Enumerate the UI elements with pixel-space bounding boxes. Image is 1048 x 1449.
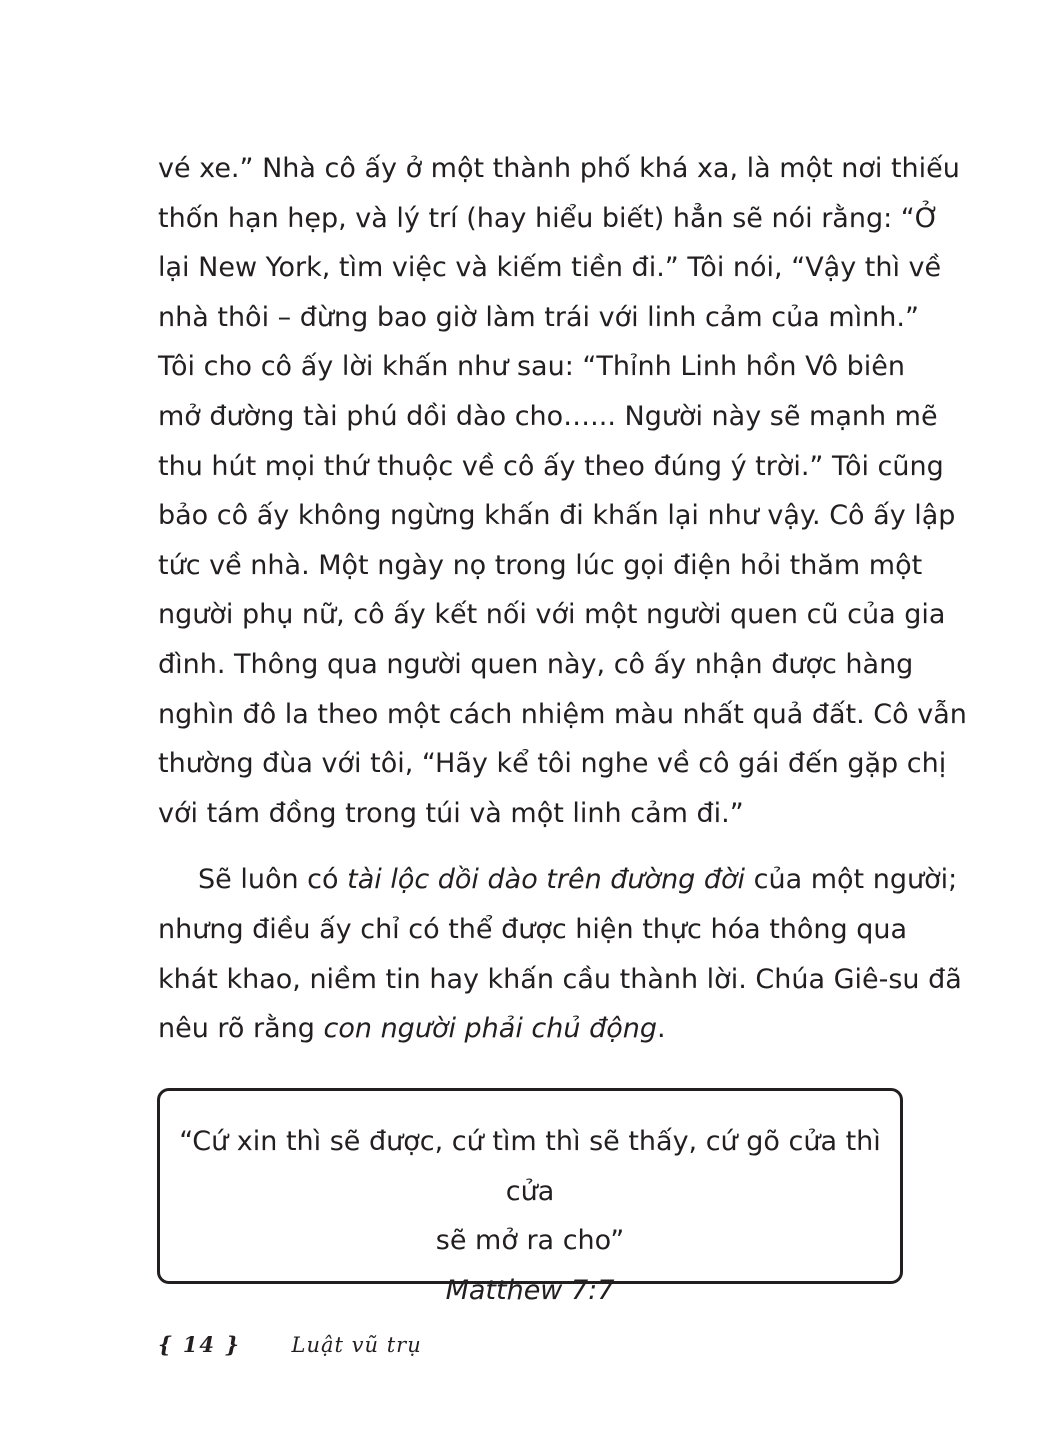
text-line: Tôi cho cô ấy lời khấn như sau: “Thỉnh Linh hồn Vô biên bbox=[158, 351, 905, 383]
text-line: vé xe.” Nhà cô ấy ở một thành phố khá xa, là một nơi thiếu bbox=[158, 153, 960, 184]
emphasis-text: tài lộc dồi dào trên đường đời bbox=[347, 864, 746, 896]
quote-box bbox=[157, 1088, 903, 1306]
text-line: đình. Thông qua người quen này, cô ấy nhận được hàng bbox=[158, 648, 914, 680]
text-line: thốn hạn hẹp, và lý trí (hay hiểu biết) hẳn sẽ nói rằng: “Ở bbox=[158, 202, 940, 234]
text-run: Sẽ luôn có bbox=[198, 864, 348, 896]
text-line: người phụ nữ, cô ấy kết nối với một người quen cũ của gia bbox=[158, 599, 946, 631]
paragraph-1 bbox=[158, 144, 967, 838]
text-line: tức về nhà. Một ngày nọ trong lúc gọi điện hỏi thăm một bbox=[158, 549, 923, 581]
text-line bbox=[158, 1004, 905, 1054]
text-line: nhà thôi – đừng bao giờ làm trái với linh cảm của mình.” bbox=[158, 301, 919, 333]
text-run: nêu rõ rằng bbox=[158, 1013, 324, 1045]
page-number: { 14 } bbox=[158, 1332, 241, 1357]
text-line: với tám đồng trong túi và một linh cảm đi.” bbox=[158, 797, 744, 829]
quote-line: sẽ mở ra cho” bbox=[435, 1225, 625, 1257]
text-line: khát khao, niềm tin hay khấn cầu thành lời. Chúa Giê-su đã bbox=[158, 963, 962, 995]
quote-text bbox=[160, 1117, 900, 1315]
text-line: thường đùa với tôi, “Hãy kể tôi nghe về cô gái đến gặp chị bbox=[158, 748, 947, 780]
body-text bbox=[158, 144, 967, 1054]
text-run: của một người; bbox=[745, 864, 958, 896]
emphasis-text: con người phải chủ động bbox=[323, 1013, 657, 1045]
text-line: thu hút mọi thứ thuộc về cô ấy theo đúng ý trời.” Tôi cũng bbox=[158, 450, 944, 482]
text-line: nhưng điều ấy chỉ có thể được hiện thực hóa thông qua bbox=[158, 913, 908, 945]
text-line: nghìn đô la theo một cách nhiệm màu nhất quả đất. Cô vẫn bbox=[158, 698, 967, 730]
text-line: mở đường tài phú dồi dào cho…... Người này sẽ mạnh mẽ bbox=[158, 400, 938, 432]
text-line: bảo cô ấy không ngừng khấn đi khấn lại như vậy. Cô ấy lập bbox=[158, 500, 956, 532]
quote-source: Matthew 7:7 bbox=[445, 1274, 615, 1306]
quote-line: “Cứ xin thì sẽ được, cứ tìm thì sẽ thấy, cứ gõ cửa thì cửa bbox=[179, 1126, 881, 1207]
text-line: lại New York, tìm việc và kiếm tiền đi.” Tôi nói, “Vậy thì về bbox=[158, 252, 942, 284]
text-run: . bbox=[656, 1013, 666, 1045]
paragraph-2 bbox=[158, 855, 962, 1053]
page-footer bbox=[158, 1332, 422, 1357]
running-title: Luật vũ trụ bbox=[291, 1333, 422, 1357]
text-line bbox=[158, 855, 958, 905]
